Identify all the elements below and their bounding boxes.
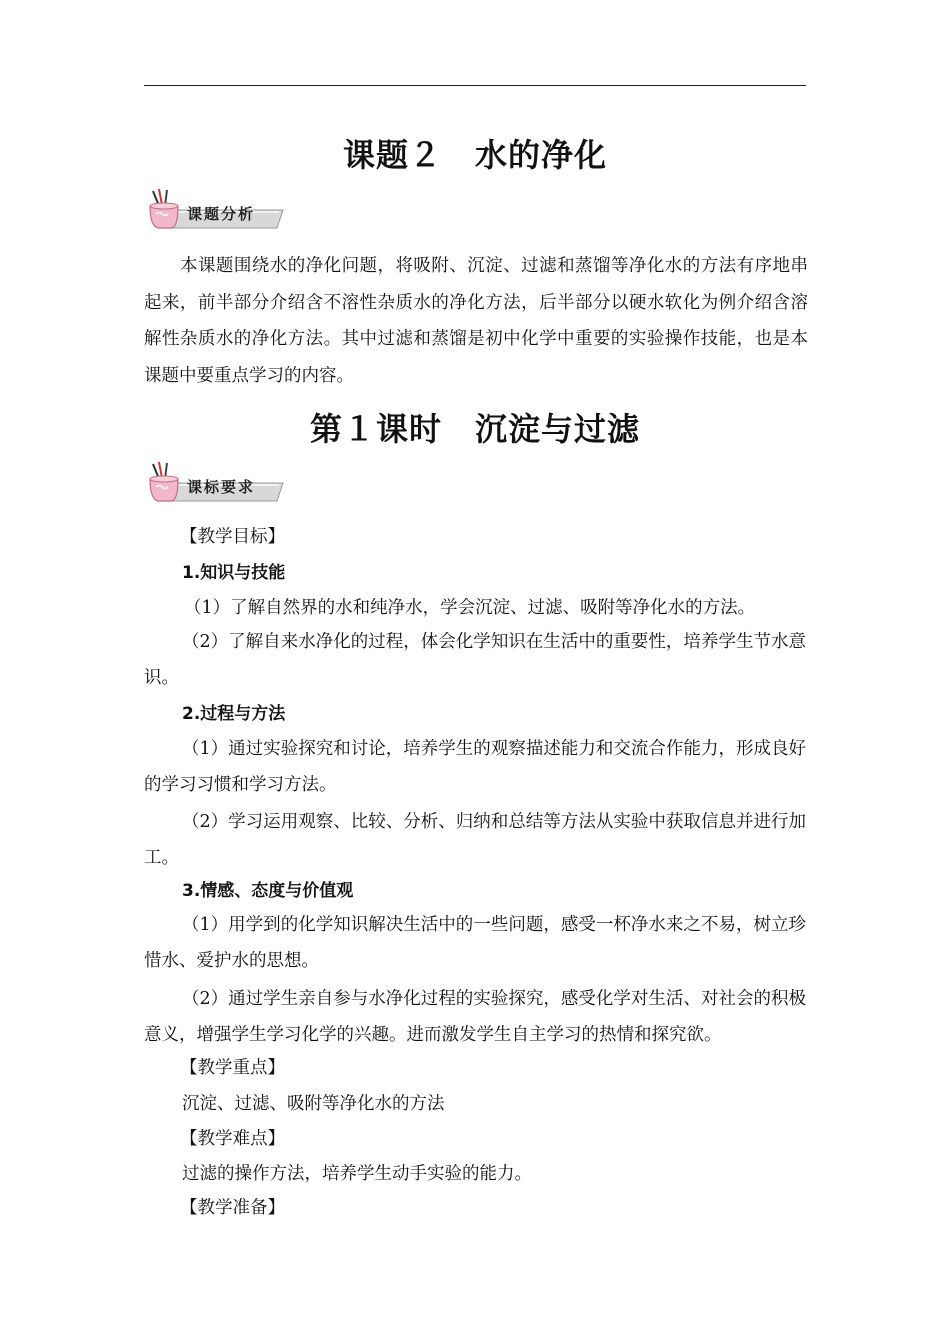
difficult-header: 【教学难点】 xyxy=(180,1129,285,1149)
section-badge-analysis xyxy=(145,188,285,232)
goal1-title: 1.知识与技能 xyxy=(182,563,286,583)
key-header: 【教学重点】 xyxy=(180,1058,285,1078)
goal3-item2: （2）通过学生亲自参与水净化过程的实验探究，感受化学对生活、对社会的积极意义，增强学生学习化学的兴趣。进而激发学生自主学习的热情和探究欲。 xyxy=(144,989,806,1045)
badge-label-requirements: 课标要求 xyxy=(187,478,256,496)
prep-header: 【教学准备】 xyxy=(180,1198,285,1218)
difficult-text: 过滤的操作方法，培养学生动手实验的能力。 xyxy=(182,1164,532,1184)
period-title: 第１课时 沉淀与过滤 xyxy=(309,410,640,448)
goal2-item1: （1）通过实验探究和讨论，培养学生的观察描述能力和交流合作能力，形成良好的学习习惯和学习方法。 xyxy=(144,739,806,795)
goals-header: 【教学目标】 xyxy=(180,527,285,547)
goal3-item1: （1）用学到的化学知识解决生活中的一些问题，感受一杯净水来之不易，树立珍惜水、爱护水的思想。 xyxy=(144,915,806,971)
section-badge-requirements xyxy=(145,461,285,505)
lesson-title: 课题２ 水的净化 xyxy=(342,136,607,174)
goal3-title: 3.情感、态度与价值观 xyxy=(182,881,354,901)
header-rule xyxy=(144,85,806,86)
key-text: 沉淀、过滤、吸附等净化水的方法 xyxy=(182,1094,445,1114)
badge-label-analysis: 课题分析 xyxy=(187,205,256,223)
analysis-paragraph: 本课题围绕水的净化问题，将吸附、沉淀、过滤和蒸馏等净化水的方法有序地串起来，前半部分介绍含不溶性杂质水的净化方法，后半部分以硬水软化为例介绍含溶解性杂质水的净化方法。其中过滤和蒸馏是初中化学中重要的实验操作技能，也是本课题中要重点学习的内容。 xyxy=(144,256,808,386)
goal1-item2: （2）了解自来水净化的过程，体会化学知识在生活中的重要性，培养学生节水意识。 xyxy=(144,632,806,688)
goal1-item1: （1）了解自然界的水和纯净水，学会沉淀、过滤、吸附等净化水的方法。 xyxy=(184,598,756,618)
goal2-item2: （2）学习运用观察、比较、分析、归纳和总结等方法从实验中获取信息并进行加工。 xyxy=(144,812,806,868)
goal2-title: 2.过程与方法 xyxy=(182,704,286,724)
